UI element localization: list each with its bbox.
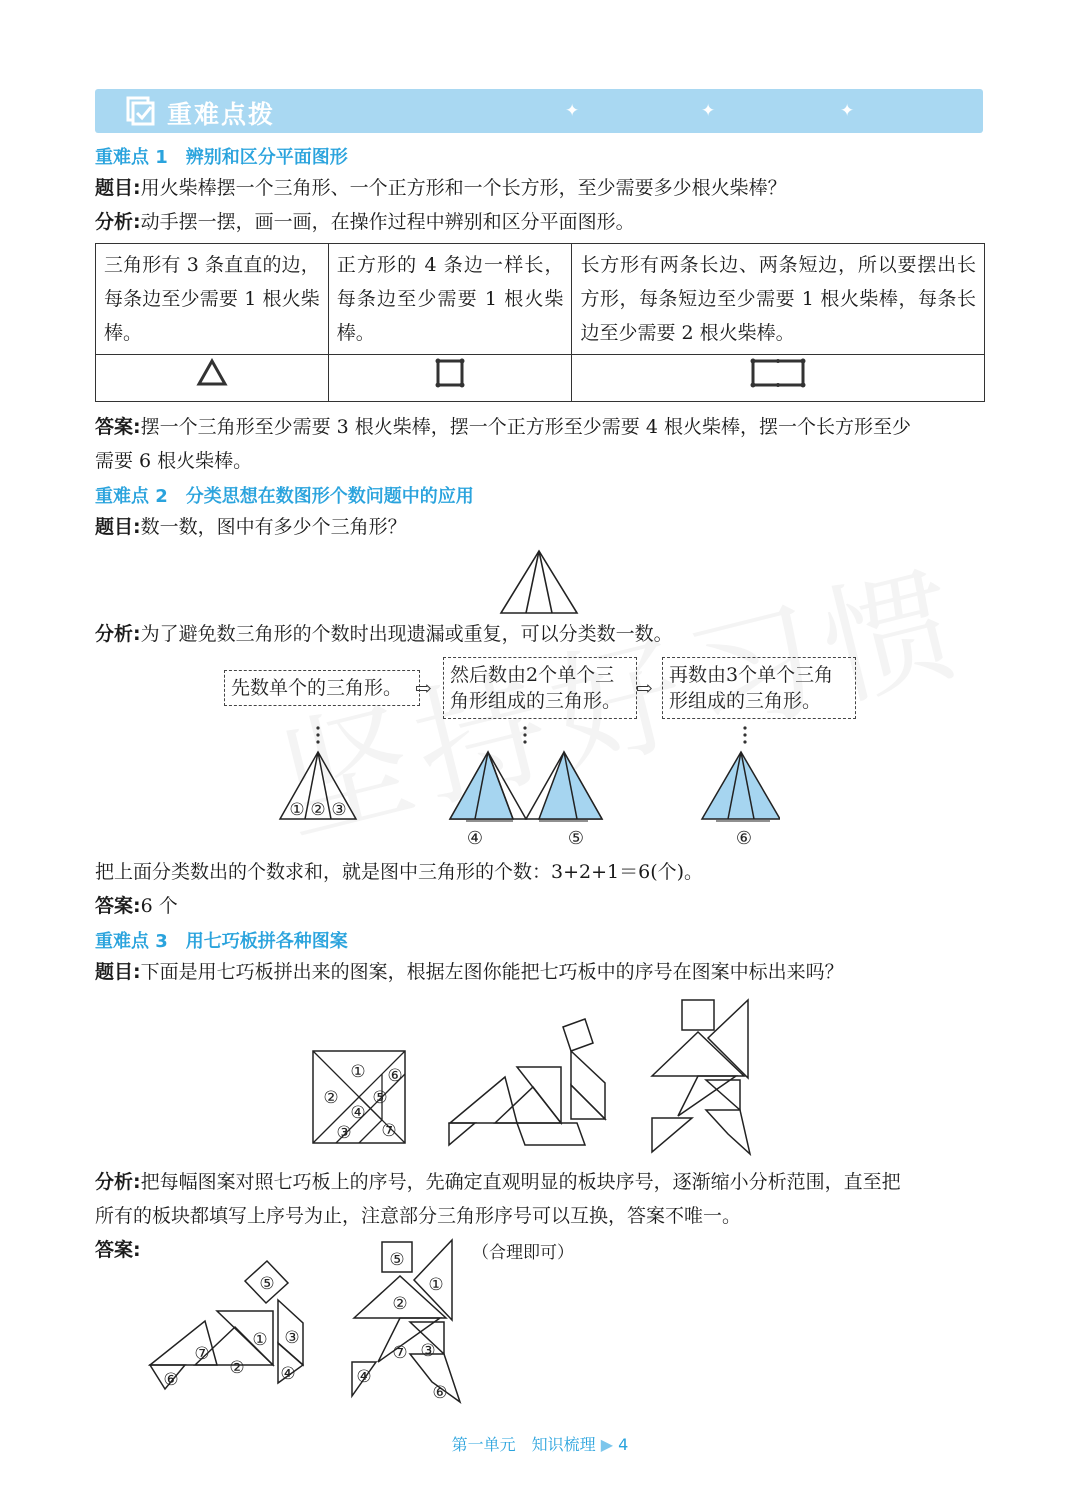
- rectangle-cell: 长方形有两条长边、两条短边，所以要摆出长方形，每条短边至少需要 1 根火柴棒，每条长边至少需要 2 根火柴棒。: [572, 244, 985, 355]
- svg-text:⑦: ⑦: [194, 1344, 210, 1364]
- flow-step-3: [662, 657, 856, 719]
- sparkle-icon: ✦: [840, 101, 855, 121]
- sparkle-icon: ✦: [701, 101, 716, 121]
- question-text: 数一数，图中有多少个三角形？: [140, 516, 407, 538]
- question-text: 下面是用七巧板拼出来的图案，根据左图你能把七巧板中的序号在图案中标出来吗？: [140, 961, 844, 983]
- svg-text:④: ④: [356, 1367, 372, 1387]
- question-3: [95, 955, 985, 989]
- question-label: 题目:: [95, 516, 141, 538]
- matchstick-triangle-icon: [196, 358, 228, 388]
- square-cell: 正方形的 4 条边一样长，每条边至少需要 1 根火柴棒。: [328, 244, 572, 355]
- analysis-label: 分析:: [95, 211, 141, 233]
- flow-step-2-line1: 然后数由2个单个三: [450, 664, 615, 686]
- svg-text:⑥: ⑥: [163, 1370, 179, 1390]
- svg-text:①: ①: [252, 1330, 268, 1350]
- question-1: [95, 171, 985, 205]
- triangle-number-2: ②: [310, 800, 326, 820]
- flow-arrow-icon: ⇨: [415, 676, 432, 700]
- heading-3: 重难点 3 用七巧板拼各种图案: [95, 931, 348, 952]
- answer-label: 答案:: [95, 895, 141, 917]
- analysis-label: 分析:: [95, 623, 141, 645]
- analysis-text: 动手摆一摆，画一画，在操作过程中辨别和区分平面图形。: [140, 211, 635, 233]
- svg-text:③: ③: [336, 1123, 352, 1143]
- tangram-square: [312, 1050, 406, 1144]
- checklist-icon: [125, 96, 157, 126]
- analysis-1: [95, 205, 985, 239]
- svg-text:⑤: ⑤: [389, 1250, 405, 1270]
- svg-text:②: ②: [323, 1088, 339, 1108]
- square-shape-cell: [328, 355, 572, 402]
- triangle-cell: 三角形有 3 条直直的边，每条边至少需要 1 根火柴棒。: [96, 244, 329, 355]
- heading-1: 重难点 1 辨别和区分平面图形: [95, 147, 348, 168]
- analysis-2: [95, 617, 985, 651]
- triangle-shape-cell: [96, 355, 329, 402]
- answer-text-line2: 需要 6 根火柴棒。: [95, 450, 253, 472]
- triangle-number-1: ①: [289, 800, 305, 820]
- answer-walking-figure: [350, 1238, 468, 1406]
- flow-step-1: 先数单个的三角形。: [224, 670, 420, 706]
- svg-text:③: ③: [284, 1328, 300, 1348]
- footer-unit: 第一单元 知识梳理: [451, 1435, 596, 1454]
- analysis-3: [95, 1165, 985, 1233]
- flow-arrow-icon: ⇨: [636, 676, 653, 700]
- answer-text: 6 个: [140, 895, 178, 917]
- matchstick-square-icon: [434, 357, 466, 389]
- tangram-walking-figure: [648, 998, 758, 1156]
- flow-step-3-line1: 再数由3个单个三角: [669, 664, 834, 686]
- answer-sitting-figure: [145, 1255, 310, 1395]
- triangle-figure: [498, 548, 580, 616]
- sparkle-icon: ✦: [565, 101, 580, 121]
- answer-1: [95, 410, 985, 478]
- heading-2: 重难点 2 分类思想在数图形个数问题中的应用: [95, 486, 474, 507]
- analysis-text-line1: 把每幅图案对照七巧板上的序号，先确定直观明显的板块序号，逐渐缩小分析范围，直至把: [140, 1171, 901, 1193]
- triangle-number-6: ⑥: [735, 828, 753, 849]
- svg-text:⑦: ⑦: [381, 1121, 397, 1141]
- question-label: 题目:: [95, 177, 141, 199]
- flow-step-2: [443, 657, 637, 719]
- answer-label: 答案:: [95, 1239, 141, 1261]
- sum-text: 把上面分类数出的个数求和，就是图中三角形的个数：3+2+1＝6(个)。: [95, 861, 704, 883]
- page-footer: [0, 1432, 1080, 1455]
- flow-step-2-line2: 角形组成的三角形。: [450, 690, 622, 712]
- svg-text:②: ②: [392, 1294, 408, 1314]
- page-number: 4: [618, 1435, 629, 1454]
- svg-text:⑤: ⑤: [259, 1274, 275, 1294]
- flow-step-3-line2: 形组成的三角形。: [669, 690, 822, 712]
- matchstick-rectangle-icon: [748, 356, 808, 390]
- svg-text:①: ①: [428, 1275, 444, 1295]
- triangle-number-5: ⑤: [567, 828, 585, 849]
- svg-text:⑤: ⑤: [372, 1088, 388, 1108]
- answer-note: （合理即可）: [472, 1243, 574, 1263]
- analysis-text-line2: 所有的板块都填写上序号为止，注意部分三角形序号可以互换，答案不唯一。: [95, 1205, 742, 1227]
- banner-title: 重难点拨: [167, 100, 276, 129]
- answer-3: [95, 1233, 141, 1267]
- triangle-number-3: ③: [331, 800, 347, 820]
- question-2: [95, 510, 985, 544]
- analysis-label: 分析:: [95, 1171, 141, 1193]
- matchstick-table: [95, 243, 985, 402]
- answer-label: 答案:: [95, 416, 141, 438]
- svg-text:④: ④: [280, 1364, 296, 1384]
- question-text: 用火柴棒摆一个三角形、一个正方形和一个长方形，至少需要多少根火柴棒？: [140, 177, 787, 199]
- triangle-number-4: ④: [466, 828, 484, 849]
- section-banner: [95, 89, 983, 133]
- classification-figures: [270, 722, 780, 850]
- svg-text:①: ①: [350, 1062, 366, 1082]
- svg-text:②: ②: [229, 1358, 245, 1378]
- play-arrow-icon: ▶: [600, 1435, 614, 1454]
- question-label: 题目:: [95, 961, 141, 983]
- svg-text:⑥: ⑥: [387, 1066, 403, 1086]
- svg-text:③: ③: [420, 1341, 436, 1361]
- answer-text-line1: 摆一个三角形至少需要 3 根火柴棒，摆一个正方形至少需要 4 根火柴棒，摆一个长方形至少: [140, 416, 911, 438]
- svg-text:⑥: ⑥: [432, 1383, 448, 1403]
- analysis-text: 为了避免数三角形的个数时出现遗漏或重复，可以分类数一数。: [140, 623, 673, 645]
- tangram-sitting-figure: [445, 1015, 610, 1150]
- svg-text:⑦: ⑦: [392, 1343, 408, 1363]
- answer-2: [95, 889, 985, 923]
- svg-text:④: ④: [350, 1103, 366, 1123]
- rectangle-shape-cell: [572, 355, 985, 402]
